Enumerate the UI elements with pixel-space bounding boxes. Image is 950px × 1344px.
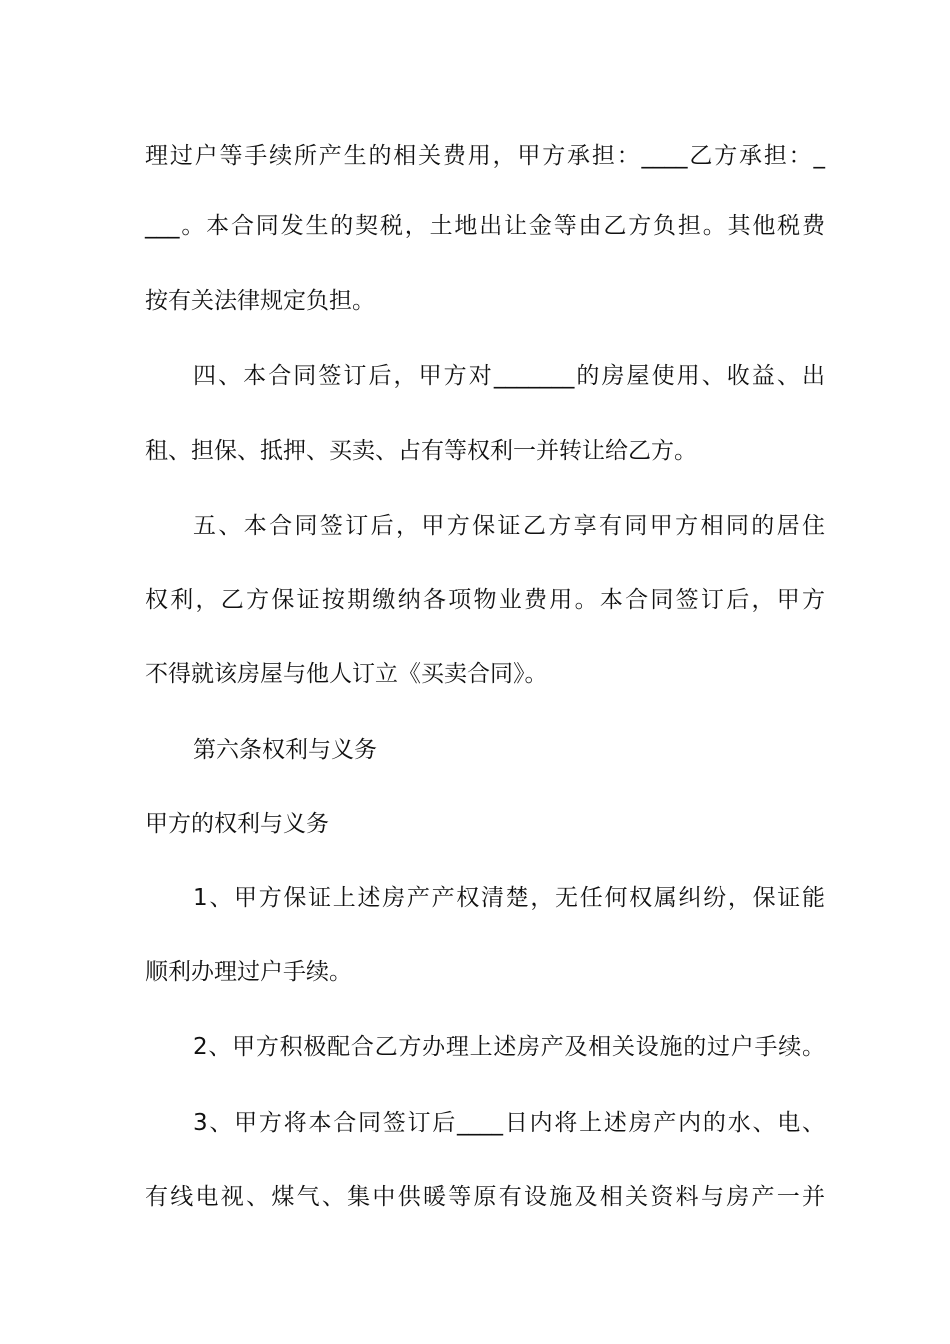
subsection-heading: 甲方的权利与义务 [145, 811, 329, 837]
text-line: 3、甲方将本合同签订后____日内将上述房产内的水、电、 [193, 1110, 825, 1136]
text-line: 权利，乙方保证按期缴纳各项物业费用。本合同签订后，甲方 [145, 587, 825, 613]
text-line: 按有关法律规定负担。 [145, 288, 375, 314]
text-line: 五、本合同签订后，甲方保证乙方享有同甲方相同的居住 [193, 513, 825, 539]
text-line: 有线电视、煤气、集中供暖等原有设施及相关资料与房产一并 [145, 1184, 825, 1210]
text-line: ___。本合同发生的契税，土地出让金等由乙方负担。其他税费 [145, 213, 825, 239]
text-line: 1、甲方保证上述房产产权清楚，无任何权属纠纷，保证能 [193, 885, 825, 911]
text-line: 不得就该房屋与他人订立《买卖合同》。 [145, 661, 548, 687]
text-line: 租、担保、抵押、买卖、占有等权利一并转让给乙方。 [145, 438, 697, 464]
text-line: 顺利办理过户手续。 [145, 959, 352, 985]
text-line: 理过户等手续所产生的相关费用，甲方承担：____乙方承担：_ [145, 143, 825, 169]
section-heading: 第六条权利与义务 [193, 737, 377, 763]
text-line: 2、甲方积极配合乙方办理上述房产及相关设施的过户手续。 [193, 1034, 825, 1060]
text-line: 四、本合同签订后，甲方对_______的房屋使用、收益、出 [193, 363, 825, 389]
